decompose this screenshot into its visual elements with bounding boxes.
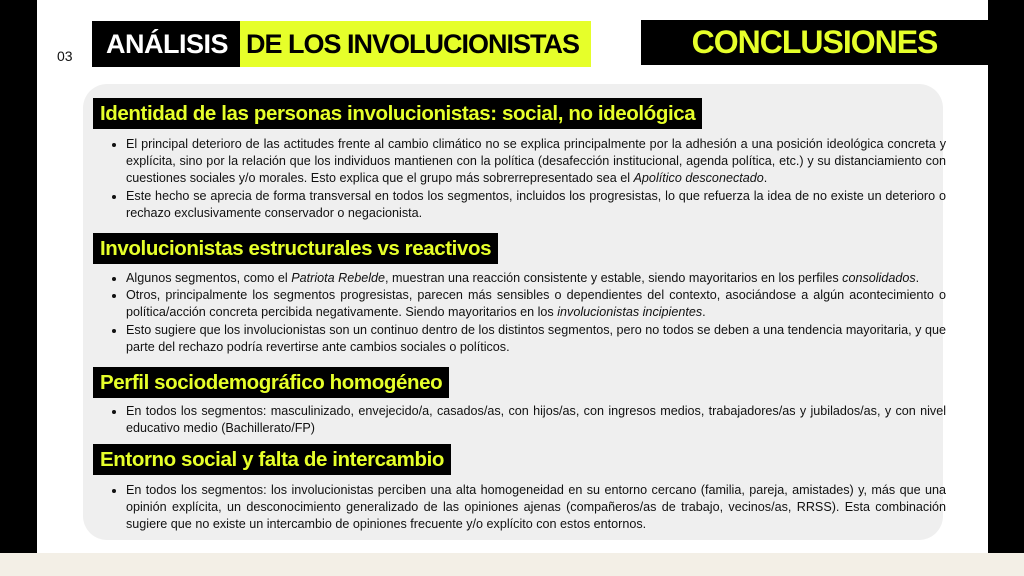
list-item: • Este hecho se aprecia de forma transversal en todos los segmentos, incluidos los progresistas, lo que refuerza la idea de no existe un deterioro o rechazo exclusivamente conservador o negacionista. [126,188,946,222]
left-black-bar [0,0,37,553]
section-label: CONCLUSIONES [641,20,988,65]
list-item: • Otros, principalmente los segmentos progresistas, parecen más sensibles o dependientes del contexto, asociándose a algún acontecimiento o política/acción concreta percibida negativamente. Siendo mayoritarios en los involucionistas incipientes. [126,287,946,321]
list-item: • En todos los segmentos: masculinizado, envejecido/a, casados/as, con hijos/as, con ingresos medios, trabajadores/as y jubilados/as, y con nivel educativo medio (Bachillerato/FP) [126,403,946,437]
list-item: • El principal deterioro de las actitudes frente al cambio climático no se explica principalmente por la adhesión a una posición ideológica concreta y explícita, sino por la relación que los individuos mantienen con la política (desafección institucional, agenda política, etc.) y su distanciamiento con cuestiones sociales y/o morales. Esto explica que el grupo más sobrerrepresentado sea el Apolítico desconectado. [126,136,946,188]
title-part-2: DE LOS INVOLUCIONISTAS [240,21,591,67]
content-card [83,84,946,540]
list-item: • Algunos segmentos, como el Patriota Rebelde, muestran una reacción consistente y estable, siendo mayoritarios en los perfiles consolidados. [126,270,946,287]
title-part-1: ANÁLISIS [92,21,240,67]
section-bullets-structural [108,270,946,356]
section-heading-identity: Identidad de las personas involucionistas: social, no ideológica [93,98,702,129]
section-heading-structural: Involucionistas estructurales vs reactivos [93,233,498,264]
page-title [92,21,591,67]
section-bullets-environment [108,482,946,534]
section-bullets-identity [108,136,946,222]
bottom-strip [0,553,1024,576]
list-item: • En todos los segmentos: los involucionistas perciben una alta homogeneidad en su entorno cercano (familia, pareja, amistades) y, más que una opinión explícita, un desconocimiento generalizado de las opiniones ajenas (compañeros/as de trabajo, vecinos/as, RRSS). Esta combinación sugiere que no existe un intercambio de opiniones frecuente y/o explícito con estos entornos. [126,482,946,534]
section-heading-environment: Entorno social y falta de intercambio [93,444,451,475]
page-number: 03 [57,48,73,64]
list-item: • Esto sugiere que los involucionistas son un continuo dentro de los distintos segmentos, pero no todos se deben a una tendencia mayoritaria, y que parte del rechazo podría revertirse ante cambios sociales o políticos. [126,322,946,356]
right-black-bar [988,0,1024,553]
section-bullets-profile [108,403,946,437]
section-heading-profile: Perfil sociodemográfico homogéneo [93,367,449,398]
